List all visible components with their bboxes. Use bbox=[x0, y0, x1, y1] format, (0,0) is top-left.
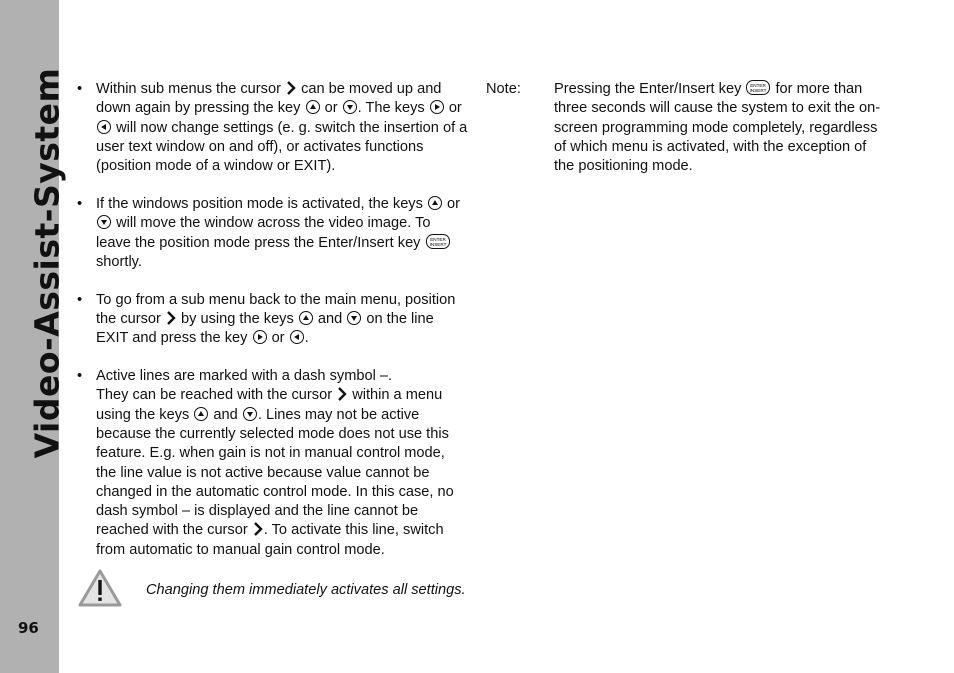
down-key-icon bbox=[347, 311, 361, 325]
right-key-icon bbox=[253, 330, 267, 344]
text: within a menu using the keys bbox=[96, 387, 443, 423]
enter-key-line2: INSERT bbox=[750, 87, 767, 93]
warning-triangle-icon bbox=[77, 568, 123, 608]
bullet-dot: • bbox=[77, 291, 83, 308]
text: for more than three seconds will cause the system to exit the on-screen programming mode completely, regardless of which menu is activated, with the exception of the positioning mode. bbox=[554, 81, 881, 175]
text: To go from a sub menu back to the main menu, position the cursor bbox=[96, 291, 456, 327]
text: on the line EXIT and press the key bbox=[96, 310, 434, 347]
list-item bbox=[77, 80, 469, 176]
section-title: Video-Assist-System bbox=[27, 67, 67, 459]
down-key-icon bbox=[343, 100, 357, 114]
text: Pressing the Enter/Insert key bbox=[554, 81, 742, 97]
bullet-dot: • bbox=[77, 368, 83, 385]
text: can be moved up and down again by pressing the key bbox=[96, 81, 442, 117]
bullet-dot: • bbox=[77, 81, 83, 97]
sidebar bbox=[0, 0, 67, 673]
page-number: 96 bbox=[18, 619, 39, 637]
text: . Lines may not be active because the currently selected mode does not use this feature. E.g. when gain is not in manual control mode, the line value is not active because value cannot be changed in the automatic control mode. In this case, no dash symbol – is displayed and the line cannot be reached with the cursor bbox=[96, 406, 454, 539]
warning-text: Changing them immediately activates all settings. bbox=[146, 582, 466, 598]
enter-insert-key-icon bbox=[426, 234, 450, 249]
enter-key-line1: ENTER bbox=[750, 82, 767, 88]
text: will move the window across the video image. To leave the position mode press the Enter/Insert key bbox=[96, 215, 431, 251]
text: shortly. bbox=[96, 253, 142, 270]
enter-key-line1: ENTER bbox=[429, 236, 446, 242]
list-item bbox=[77, 195, 469, 272]
text: or bbox=[324, 100, 338, 117]
text: Within sub menus the cursor bbox=[96, 81, 281, 97]
up-key-icon bbox=[299, 311, 313, 325]
bullet-dot: • bbox=[77, 195, 83, 212]
text: . bbox=[304, 330, 309, 347]
down-key-icon bbox=[243, 407, 257, 421]
text: . To activate this line, switch from automatic to manual gain control mode. bbox=[96, 522, 444, 558]
list-item bbox=[77, 367, 469, 560]
cursor-chevron-icon bbox=[336, 387, 348, 401]
down-key-icon bbox=[97, 215, 111, 229]
text: or bbox=[448, 100, 462, 117]
list-item bbox=[77, 291, 469, 349]
text: Active lines are marked with a dash symbol –. bbox=[96, 368, 393, 385]
instructions-column bbox=[77, 80, 469, 579]
enter-key-line2: INSERT bbox=[429, 241, 446, 247]
left-key-icon bbox=[290, 330, 304, 344]
text: and bbox=[213, 406, 238, 423]
text: . The keys bbox=[357, 100, 425, 117]
text: and bbox=[317, 310, 343, 327]
left-key-icon bbox=[97, 120, 111, 134]
cursor-chevron-icon bbox=[285, 81, 297, 95]
note-label: Note: bbox=[486, 81, 521, 97]
enter-insert-key-icon bbox=[746, 80, 770, 95]
text: If the windows position mode is activated, the keys bbox=[96, 195, 423, 212]
up-key-icon bbox=[194, 407, 208, 421]
text: by using the keys bbox=[181, 310, 294, 327]
text: will now change settings (e. g. switch the insertion of a user text window on and off), or activates functions (position mode of a window or EXIT). bbox=[96, 119, 468, 175]
note-text bbox=[554, 80, 884, 176]
up-key-icon bbox=[306, 100, 320, 114]
text: or bbox=[447, 195, 461, 212]
text: or bbox=[271, 330, 285, 347]
right-key-icon bbox=[430, 100, 444, 114]
up-key-icon bbox=[428, 196, 442, 210]
cursor-chevron-icon bbox=[252, 522, 264, 536]
text: They can be reached with the cursor bbox=[96, 387, 333, 404]
cursor-chevron-icon bbox=[165, 311, 177, 325]
